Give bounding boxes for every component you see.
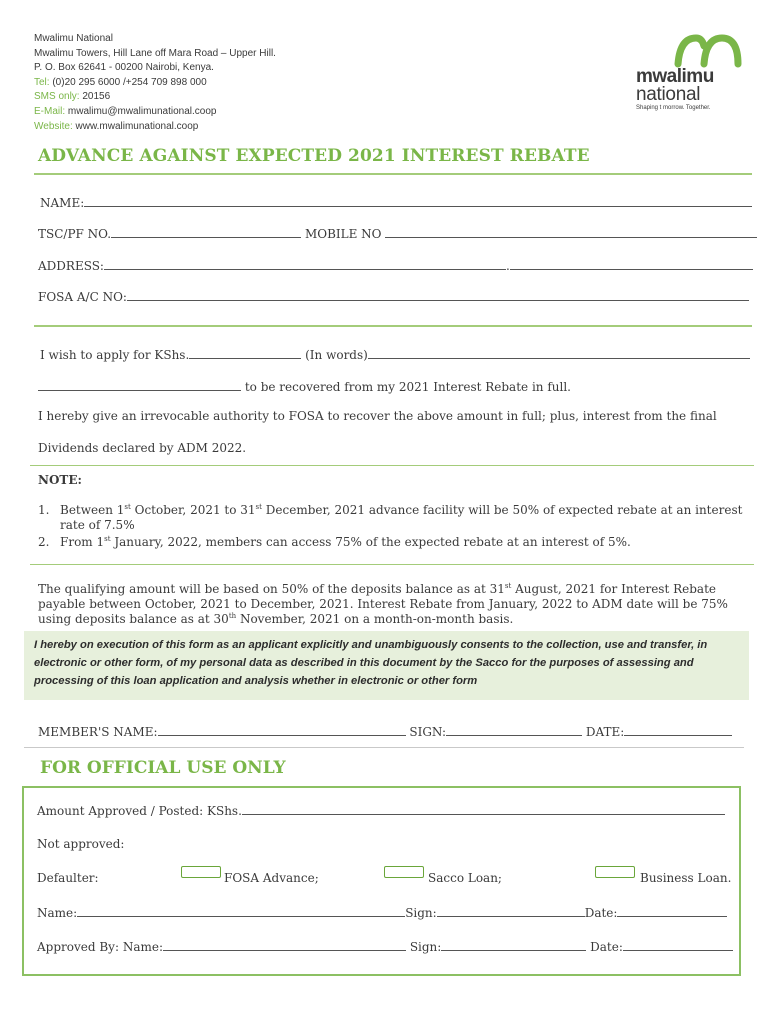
sms-label: SMS only: [34, 91, 80, 103]
approved-by-row [37, 939, 733, 954]
title-divider [34, 173, 752, 175]
fosa-label: FOSA A/C NO: [38, 290, 127, 304]
fosa-advance-checkbox[interactable] [181, 866, 221, 878]
address-label: ADDRESS: [38, 259, 104, 273]
note-item-text: Between 1st October, 2021 to 31st December, 2021 advance facility will be 50% of expected rebate at an interest rate of 7.5% [60, 503, 743, 532]
amount-words-continued-field[interactable] [38, 379, 241, 391]
tsc-field[interactable] [111, 226, 301, 238]
website-line [34, 120, 276, 135]
in-words-label: (In words) [305, 348, 368, 362]
apply-row [40, 347, 750, 362]
tsc-mobile-row [38, 226, 757, 241]
official-use-title: FOR OFFICIAL USE ONLY [40, 758, 286, 778]
sms-line [34, 90, 276, 105]
address-field-2[interactable] [510, 258, 753, 270]
form-title: ADVANCE AGAINST EXPECTED 2021 INTEREST REBATE [38, 146, 590, 166]
amount-words-field[interactable] [368, 347, 750, 359]
email-line [34, 105, 276, 120]
tel-value: (0)20 295 6000 /+254 709 898 000 [52, 76, 207, 88]
mobile-label: MOBILE NO [304, 227, 382, 241]
member-name-field[interactable] [158, 724, 406, 736]
signature-divider [24, 747, 744, 748]
logo-arches-icon [674, 34, 744, 68]
date-label: DATE: [585, 725, 625, 739]
sign-field[interactable] [446, 724, 582, 736]
approved-by-name-field[interactable] [163, 939, 406, 951]
approved-by-label: Approved By: Name: [37, 940, 163, 954]
email-value[interactable]: mwalimu@mwalimunational.coop [67, 105, 217, 117]
note-title: NOTE: [38, 473, 82, 487]
qualifying-divider [30, 564, 754, 565]
mobile-field[interactable] [385, 226, 757, 238]
address-line-1: Mwalimu Towers, Hill Lane off Mara Road – Upper Hill. [34, 47, 276, 59]
authority-text: I hereby give an irrevocable authority to FOSA to recover the above amount in full; plus, interest from the final [38, 409, 717, 423]
recovered-text: to be recovered from my 2021 Interest Rebate in full. [244, 380, 571, 394]
org-name: Mwalimu National [34, 33, 113, 44]
sacco-loan-label: Sacco Loan; [428, 871, 502, 885]
website-value[interactable]: www.mwalimunational.coop [75, 120, 199, 132]
note-item-number: 2. [38, 535, 50, 549]
official-name-row [37, 905, 727, 920]
date-field[interactable] [624, 724, 732, 736]
sign-label: SIGN: [409, 725, 447, 739]
name-row [40, 195, 752, 210]
fosa-account-field[interactable] [127, 289, 749, 301]
tsc-label: TSC/PF NO. [38, 227, 112, 241]
approved-sign-label: Sign: [406, 940, 442, 954]
approved-sign-field[interactable] [441, 939, 586, 951]
official-name-field[interactable] [77, 905, 405, 917]
note-list [38, 503, 743, 553]
amount-approved-row [37, 803, 725, 818]
approved-date-label: Date: [586, 940, 623, 954]
official-sign-field[interactable] [437, 905, 585, 917]
fosa-advance-label: FOSA Advance; [224, 871, 319, 885]
note-item [38, 535, 743, 550]
note-item-number: 1. [38, 503, 50, 517]
contact-block [34, 32, 276, 134]
apply-text: I wish to apply for KShs. [40, 348, 190, 362]
section-divider [34, 325, 752, 327]
address-line-2: P. O. Box 62641 - 00200 Nairobi, Kenya. [34, 62, 214, 74]
name-label: NAME: [40, 196, 85, 210]
amount-approved-label: Amount Approved / Posted: KShs. [37, 804, 242, 818]
logo-tagline: Shaping t morrow. Together. [636, 105, 711, 111]
address-row [38, 258, 753, 273]
defaulter-label: Defaulter: [37, 871, 99, 885]
tel-line [34, 76, 276, 91]
consent-statement: I hereby on execution of this form as an applicant explicitly and unambiguously consents to the collection, use and transfer, in electronic or other form, of my personal data as described in this document by the Sacco for the purposes of assessing and processing of this loan application and analysis whether in electronic or other form [24, 631, 749, 700]
amount-figures-field[interactable] [189, 347, 301, 359]
dividends-text: Dividends declared by ADM 2022. [38, 441, 247, 455]
official-date-label: Date: [584, 906, 618, 920]
official-date-field[interactable] [617, 905, 727, 917]
note-item [38, 503, 743, 532]
address-field-1[interactable] [104, 258, 506, 270]
mwalimu-logo [634, 34, 744, 114]
fosa-row [38, 289, 749, 304]
business-loan-label: Business Loan. [640, 871, 732, 885]
note-item-text: From 1st January, 2022, members can access 75% of the expected rebate at an interest of 5%. [60, 535, 631, 549]
website-label: Website: [34, 120, 73, 132]
official-sign-label: Sign: [405, 906, 437, 920]
amount-approved-field[interactable] [242, 803, 725, 815]
approved-date-field[interactable] [623, 939, 733, 951]
note-divider [30, 465, 754, 466]
member-name-label: MEMBER'S NAME: [38, 725, 158, 739]
sacco-loan-checkbox[interactable] [384, 866, 424, 878]
qualifying-paragraph: The qualifying amount will be based on 50% of the deposits balance as at 31st August, 2021 for Interest Rebate payable between October, 2021 to December, 2021. Interest Rebate from January, 2022 to ADM date will be 75% using deposits balance as at 30th November, 2021 on a month-on-month basis. [38, 582, 728, 626]
tel-label: Tel: [34, 76, 50, 88]
name-field[interactable] [84, 195, 752, 207]
business-loan-checkbox[interactable] [595, 866, 635, 878]
address-dot: . [505, 259, 510, 273]
sms-value: 20156 [82, 91, 111, 103]
logo-word-national: national [636, 84, 701, 105]
email-label: E-Mail: [34, 105, 66, 117]
official-name-label: Name: [37, 906, 78, 920]
member-signature-row [38, 724, 732, 739]
recovered-row [38, 379, 571, 394]
logo-word-mwalimu: mwalimu [636, 66, 714, 87]
not-approved-label: Not approved: [37, 837, 125, 851]
